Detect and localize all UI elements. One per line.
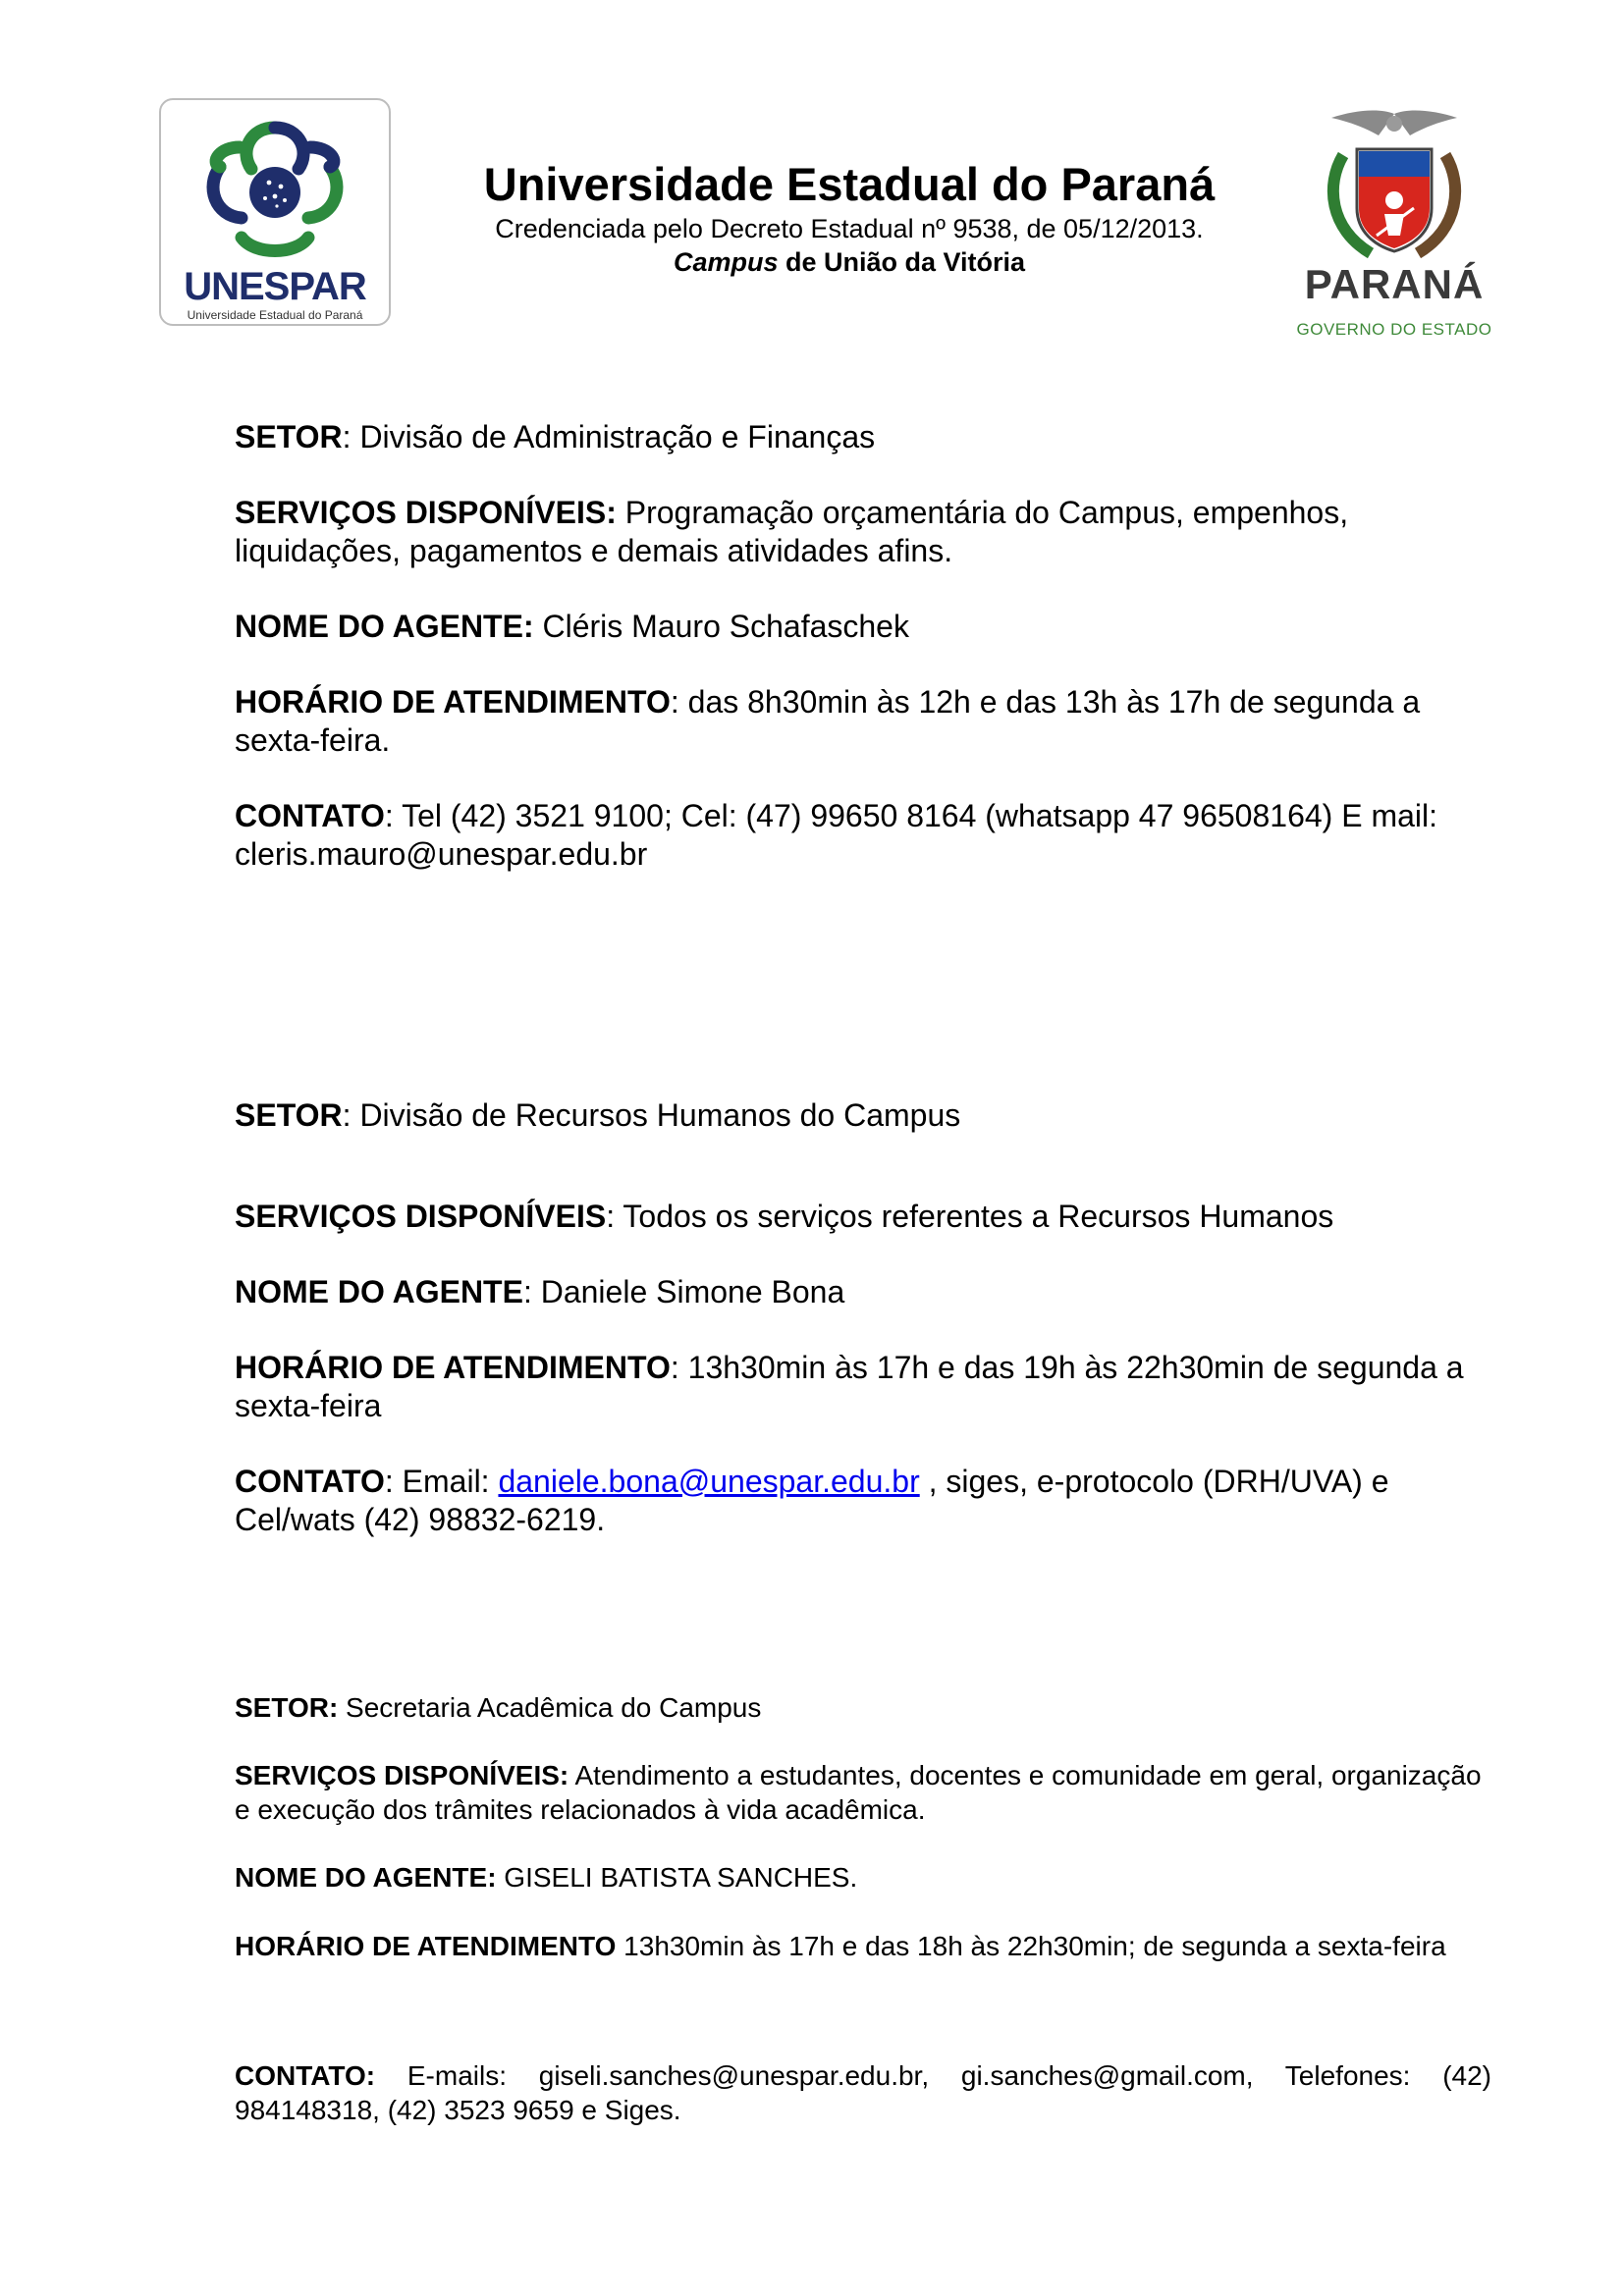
horario-value: : das 8h30min às 12h e das 13h às 17h de segunda a sexta-feira. (235, 684, 1421, 758)
servicos-value: Programação orçamentária do Campus, empenhos, liquidações, pagamentos e demais atividades afins. (235, 495, 1349, 568)
agente-label: NOME DO AGENTE: (235, 1862, 497, 1893)
parana-logo (1286, 106, 1502, 347)
contato-paragraph (235, 2058, 1491, 2127)
agente-label: NOME DO AGENTE (235, 1274, 523, 1309)
contato-prefix: : Email: (384, 1464, 499, 1499)
horario-paragraph (235, 1929, 1491, 1963)
unespar-logo-subtitle: Universidade Estadual do Paraná (187, 308, 363, 322)
agente-paragraph (235, 1273, 1491, 1311)
contato-paragraph (235, 797, 1491, 874)
campus-name: de União da Vitória (778, 247, 1026, 277)
agente-paragraph (235, 1860, 1491, 1895)
parana-logo-subtitle: GOVERNO DO ESTADO (1296, 320, 1492, 339)
servicos-value: Atendimento a estudantes, docentes e comunidade em geral, organização e execução dos trâmites relacionados à vida acadêmica. (235, 1760, 1482, 1825)
servicos-paragraph (235, 1198, 1491, 1236)
contato-label: CONTATO (235, 1464, 385, 1499)
accreditation-line: Credenciada pelo Decreto Estadual nº 9538, de 05/12/2013. (495, 214, 1204, 243)
agente-value: Cléris Mauro Schafaschek (533, 609, 909, 644)
contato-suffix: , siges, e-protocolo (DRH/UVA) e Cel/wats (42) 98832-6219. (235, 1464, 1389, 1537)
setor-value: Secretaria Acadêmica do Campus (338, 1692, 762, 1723)
horario-paragraph (235, 683, 1491, 760)
horario-paragraph (235, 1349, 1491, 1425)
contato-label: CONTATO: (235, 2060, 376, 2091)
setor-value: : Divisão de Administração e Finanças (342, 419, 876, 454)
setor-value: : Divisão de Recursos Humanos do Campus (342, 1097, 961, 1133)
campus-word: Campus (673, 247, 779, 277)
horario-label: HORÁRIO DE ATENDIMENTO (235, 684, 671, 720)
contato-paragraph (235, 1463, 1491, 1539)
agente-value: : Daniele Simone Bona (522, 1274, 845, 1309)
unespar-logo (159, 98, 391, 326)
servicos-value: : Todos os serviços referentes a Recursos Humanos (606, 1199, 1334, 1234)
contato-label: CONTATO (235, 798, 385, 833)
setor-paragraph (235, 418, 1491, 456)
setor-label: SETOR (235, 1097, 343, 1133)
email-link[interactable]: daniele.bona@unespar.edu.br (498, 1464, 920, 1499)
agente-value: GISELI BATISTA SANCHES. (496, 1862, 858, 1893)
servicos-label: SERVIÇOS DISPONÍVEIS: (235, 495, 617, 530)
horario-value: : 13h30min às 17h e das 19h às 22h30min de segunda a sexta-feira (235, 1350, 1464, 1423)
servicos-paragraph (235, 1758, 1491, 1827)
unespar-logo-name: UNESPAR (184, 265, 366, 308)
setor-paragraph (235, 1690, 1491, 1725)
agente-label: NOME DO AGENTE: (235, 609, 534, 644)
page-title: Universidade Estadual do Paraná (483, 158, 1216, 210)
contato-value: : Tel (42) 3521 9100; Cel: (47) 99650 8164 (whatsapp 47 96508164) E mail: cleris.mauro@unespar.edu.br (235, 798, 1437, 872)
horario-value: 13h30min às 17h e das 18h às 22h30min; de segunda a sexta-feira (616, 1931, 1446, 1961)
parana-logo-name: PARANÁ (1304, 261, 1485, 307)
campus-line (412, 245, 1286, 279)
servicos-paragraph (235, 494, 1491, 570)
letterhead (412, 157, 1286, 279)
horario-label: HORÁRIO DE ATENDIMENTO (235, 1931, 617, 1961)
setor-label: SETOR: (235, 1692, 339, 1723)
setor-label: SETOR (235, 419, 343, 454)
servicos-label: SERVIÇOS DISPONÍVEIS (235, 1199, 607, 1234)
parana-coat-of-arms-icon (1286, 106, 1502, 263)
unespar-emblem-icon (181, 108, 369, 265)
setor-paragraph (235, 1096, 1491, 1135)
contato-value: E-mails: giseli.sanches@unespar.edu.br, gi.sanches@gmail.com, Telefones: (42) 984148318, (42) 3523 9659 e Siges. (235, 2060, 1491, 2125)
agente-paragraph (235, 608, 1491, 646)
servicos-label: SERVIÇOS DISPONÍVEIS: (235, 1760, 569, 1790)
horario-label: HORÁRIO DE ATENDIMENTO (235, 1350, 671, 1385)
